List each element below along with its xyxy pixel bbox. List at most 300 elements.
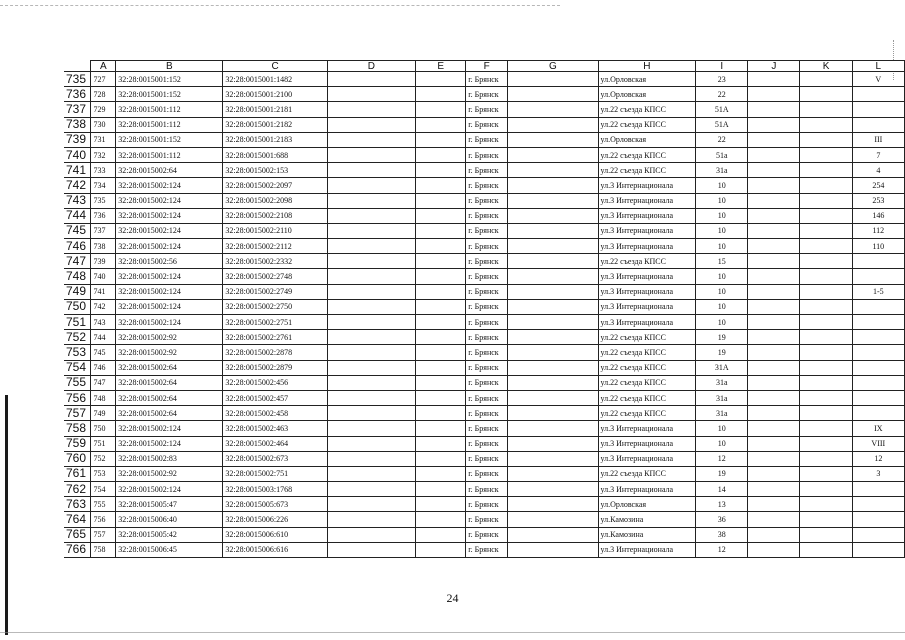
cell-b: 32:28:0015001:152 (116, 72, 223, 87)
cell-g (508, 269, 598, 284)
cell-j (748, 360, 800, 375)
cell-e (416, 406, 466, 421)
cell-c: 32:28:0015002:2748 (223, 269, 327, 284)
column-header: C (223, 61, 327, 72)
cell-h: ул.3 Интернационала (598, 239, 696, 254)
cell-a: 753 (91, 466, 116, 481)
cell-a: 750 (91, 421, 116, 436)
cell-c: 32:28:0015002:2878 (223, 345, 327, 360)
table-row (64, 87, 905, 102)
cell-k (800, 72, 852, 87)
cell-f: г. Брянск (466, 254, 508, 269)
cell-e (416, 117, 466, 132)
table-row (64, 375, 905, 390)
cell-k (800, 527, 852, 542)
cell-h: ул.Орловская (598, 132, 696, 147)
cell-c: 32:28:0015002:751 (223, 466, 327, 481)
cell-a: 731 (91, 132, 116, 147)
cell-k (800, 315, 852, 330)
cell-b: 32:28:0015002:124 (116, 421, 223, 436)
cell-h: ул.3 Интернационала (598, 223, 696, 238)
cell-g (508, 117, 598, 132)
cell-d (327, 87, 415, 102)
cell-i: 10 (696, 436, 748, 451)
cell-g (508, 178, 598, 193)
cell-g (508, 375, 598, 390)
cell-f: г. Брянск (466, 269, 508, 284)
cell-c: 32:28:0015001:1482 (223, 72, 327, 87)
cell-a: 739 (91, 254, 116, 269)
cell-i: 10 (696, 315, 748, 330)
row-number: 758 (64, 421, 91, 436)
cell-g (508, 254, 598, 269)
cell-i: 10 (696, 299, 748, 314)
cell-j (748, 542, 800, 557)
cell-c: 32:28:0015002:2108 (223, 208, 327, 223)
cell-b: 32:28:0015001:152 (116, 132, 223, 147)
cell-i: 36 (696, 512, 748, 527)
cell-l: 1-5 (852, 284, 904, 299)
row-number: 737 (64, 102, 91, 117)
table-row (64, 315, 905, 330)
cell-l (852, 345, 904, 360)
cell-c: 32:28:0015002:458 (223, 406, 327, 421)
table-row (64, 254, 905, 269)
cell-l: 112 (852, 223, 904, 238)
cell-j (748, 163, 800, 178)
cell-a: 738 (91, 239, 116, 254)
cell-i: 10 (696, 269, 748, 284)
cell-k (800, 406, 852, 421)
cell-i: 31А (696, 360, 748, 375)
cell-d (327, 360, 415, 375)
cell-c: 32:28:0015002:463 (223, 421, 327, 436)
cell-c: 32:28:0015002:2749 (223, 284, 327, 299)
cell-a: 736 (91, 208, 116, 223)
cell-h: ул.3 Интернационала (598, 436, 696, 451)
cell-a: 755 (91, 497, 116, 512)
cell-i: 10 (696, 421, 748, 436)
cell-d (327, 239, 415, 254)
cell-f: г. Брянск (466, 239, 508, 254)
cell-g (508, 72, 598, 87)
cell-a: 737 (91, 223, 116, 238)
table-row (64, 406, 905, 421)
table-row (64, 132, 905, 147)
cell-e (416, 178, 466, 193)
cell-d (327, 223, 415, 238)
cell-i: 10 (696, 178, 748, 193)
cell-a: 744 (91, 330, 116, 345)
cell-j (748, 178, 800, 193)
cell-g (508, 163, 598, 178)
cell-f: г. Брянск (466, 345, 508, 360)
cell-g (508, 315, 598, 330)
cell-l (852, 497, 904, 512)
table-row (64, 299, 905, 314)
cell-b: 32:28:0015002:64 (116, 163, 223, 178)
cell-k (800, 223, 852, 238)
cell-c: 32:28:0015001:2100 (223, 87, 327, 102)
cell-g (508, 482, 598, 497)
cell-c: 32:28:0015002:457 (223, 390, 327, 405)
cell-l: 146 (852, 208, 904, 223)
corner-cell (64, 61, 91, 72)
row-number: 761 (64, 466, 91, 481)
cell-e (416, 72, 466, 87)
cell-b: 32:28:0015002:124 (116, 178, 223, 193)
cell-e (416, 147, 466, 162)
cell-d (327, 269, 415, 284)
cell-l: 12 (852, 451, 904, 466)
cell-k (800, 208, 852, 223)
row-number: 765 (64, 527, 91, 542)
table-row (64, 269, 905, 284)
cell-a: 742 (91, 299, 116, 314)
row-number: 741 (64, 163, 91, 178)
cell-a: 747 (91, 375, 116, 390)
cell-l (852, 330, 904, 345)
cell-h: ул.Орловская (598, 72, 696, 87)
cell-k (800, 269, 852, 284)
column-header: K (800, 61, 852, 72)
cell-f: г. Брянск (466, 512, 508, 527)
row-number: 760 (64, 451, 91, 466)
cell-f: г. Брянск (466, 102, 508, 117)
cell-c: 32:28:0015001:2182 (223, 117, 327, 132)
cell-g (508, 406, 598, 421)
cell-f: г. Брянск (466, 436, 508, 451)
cell-l: 7 (852, 147, 904, 162)
cell-i: 31а (696, 406, 748, 421)
row-number: 750 (64, 299, 91, 314)
cell-l: VIII (852, 436, 904, 451)
cell-d (327, 163, 415, 178)
cell-g (508, 223, 598, 238)
cell-a: 751 (91, 436, 116, 451)
cell-k (800, 375, 852, 390)
cell-f: г. Брянск (466, 497, 508, 512)
cell-f: г. Брянск (466, 72, 508, 87)
column-header: I (696, 61, 748, 72)
cell-e (416, 345, 466, 360)
cell-f: г. Брянск (466, 147, 508, 162)
cell-j (748, 254, 800, 269)
cell-j (748, 239, 800, 254)
cell-l (852, 375, 904, 390)
cell-b: 32:28:0015006:45 (116, 542, 223, 557)
cell-b: 32:28:0015002:92 (116, 345, 223, 360)
row-number: 754 (64, 360, 91, 375)
cell-i: 23 (696, 72, 748, 87)
cell-c: 32:28:0015002:456 (223, 375, 327, 390)
cell-d (327, 299, 415, 314)
cell-f: г. Брянск (466, 542, 508, 557)
cell-d (327, 315, 415, 330)
cell-l: V (852, 72, 904, 87)
cell-f: г. Брянск (466, 360, 508, 375)
cell-c: 32:28:0015002:2751 (223, 315, 327, 330)
cell-j (748, 527, 800, 542)
cell-b: 32:28:0015002:124 (116, 315, 223, 330)
row-number: 753 (64, 345, 91, 360)
cell-k (800, 330, 852, 345)
cell-j (748, 299, 800, 314)
table-row (64, 345, 905, 360)
cell-k (800, 482, 852, 497)
column-header: G (508, 61, 598, 72)
cell-g (508, 284, 598, 299)
cell-e (416, 421, 466, 436)
table-row (64, 102, 905, 117)
cell-f: г. Брянск (466, 482, 508, 497)
cell-d (327, 482, 415, 497)
cell-i: 31а (696, 390, 748, 405)
cell-l (852, 254, 904, 269)
cell-l: III (852, 132, 904, 147)
cell-b: 32:28:0015006:40 (116, 512, 223, 527)
cell-i: 22 (696, 132, 748, 147)
row-number: 745 (64, 223, 91, 238)
cell-j (748, 330, 800, 345)
cell-d (327, 117, 415, 132)
cell-f: г. Брянск (466, 208, 508, 223)
cell-g (508, 299, 598, 314)
cell-d (327, 375, 415, 390)
cell-a: 734 (91, 178, 116, 193)
cell-e (416, 239, 466, 254)
cell-b: 32:28:0015002:124 (116, 299, 223, 314)
cell-f: г. Брянск (466, 223, 508, 238)
cell-g (508, 421, 598, 436)
column-header: B (116, 61, 223, 72)
cell-j (748, 345, 800, 360)
cell-d (327, 542, 415, 557)
row-number: 744 (64, 208, 91, 223)
cell-k (800, 436, 852, 451)
cell-i: 19 (696, 330, 748, 345)
table-row (64, 193, 905, 208)
cell-b: 32:28:0015002:64 (116, 375, 223, 390)
cell-b: 32:28:0015002:124 (116, 269, 223, 284)
row-number: 759 (64, 436, 91, 451)
cell-h: ул.3 Интернационала (598, 284, 696, 299)
cell-e (416, 360, 466, 375)
cell-a: 743 (91, 315, 116, 330)
cell-i: 19 (696, 466, 748, 481)
cell-h: ул.22 съезда КПСС (598, 375, 696, 390)
cell-d (327, 254, 415, 269)
cell-l (852, 390, 904, 405)
row-number: 747 (64, 254, 91, 269)
cell-g (508, 239, 598, 254)
cell-g (508, 527, 598, 542)
cell-k (800, 117, 852, 132)
cell-f: г. Брянск (466, 163, 508, 178)
cell-c: 32:28:0015006:610 (223, 527, 327, 542)
cell-h: ул.22 съезда КПСС (598, 163, 696, 178)
scan-artifact-top (0, 5, 560, 6)
cell-f: г. Брянск (466, 375, 508, 390)
cell-l (852, 269, 904, 284)
cell-h: ул.3 Интернационала (598, 482, 696, 497)
cell-h: ул.3 Интернационала (598, 269, 696, 284)
cell-g (508, 147, 598, 162)
cell-h: ул.Орловская (598, 87, 696, 102)
cell-d (327, 497, 415, 512)
cell-c: 32:28:0015001:2183 (223, 132, 327, 147)
cell-k (800, 239, 852, 254)
cell-e (416, 542, 466, 557)
cell-e (416, 193, 466, 208)
cell-g (508, 360, 598, 375)
table-row (64, 360, 905, 375)
row-number: 749 (64, 284, 91, 299)
cell-k (800, 193, 852, 208)
page-number: 24 (446, 591, 459, 605)
scan-artifact-bottom (0, 632, 905, 633)
cell-l (852, 482, 904, 497)
cell-b: 32:28:0015001:112 (116, 117, 223, 132)
cell-j (748, 87, 800, 102)
cell-l (852, 542, 904, 557)
row-number: 740 (64, 147, 91, 162)
cell-b: 32:28:0015001:112 (116, 102, 223, 117)
cell-e (416, 436, 466, 451)
cell-i: 22 (696, 87, 748, 102)
cell-e (416, 299, 466, 314)
cell-i: 12 (696, 542, 748, 557)
cell-e (416, 375, 466, 390)
cell-c: 32:28:0015002:2761 (223, 330, 327, 345)
cell-b: 32:28:0015002:124 (116, 284, 223, 299)
cell-j (748, 375, 800, 390)
cell-i: 10 (696, 284, 748, 299)
cell-f: г. Брянск (466, 284, 508, 299)
cell-j (748, 147, 800, 162)
cell-f: г. Брянск (466, 330, 508, 345)
cell-f: г. Брянск (466, 466, 508, 481)
table-row (64, 421, 905, 436)
cell-l (852, 360, 904, 375)
cell-f: г. Брянск (466, 527, 508, 542)
cell-l (852, 117, 904, 132)
cell-j (748, 208, 800, 223)
cell-e (416, 315, 466, 330)
cell-j (748, 436, 800, 451)
cell-b: 32:28:0015002:56 (116, 254, 223, 269)
cell-k (800, 451, 852, 466)
cell-f: г. Брянск (466, 117, 508, 132)
cell-h: ул.22 съезда КПСС (598, 254, 696, 269)
cell-l: 110 (852, 239, 904, 254)
cell-g (508, 390, 598, 405)
cell-h: ул.22 съезда КПСС (598, 360, 696, 375)
cell-d (327, 102, 415, 117)
cell-j (748, 223, 800, 238)
cell-b: 32:28:0015001:152 (116, 87, 223, 102)
table-body (64, 72, 905, 558)
cell-a: 756 (91, 512, 116, 527)
cell-d (327, 208, 415, 223)
column-header: E (416, 61, 466, 72)
row-number: 736 (64, 87, 91, 102)
cell-a: 758 (91, 542, 116, 557)
cell-k (800, 421, 852, 436)
column-header: F (466, 61, 508, 72)
cell-b: 32:28:0015002:92 (116, 466, 223, 481)
cell-d (327, 132, 415, 147)
cell-a: 730 (91, 117, 116, 132)
table-row (64, 284, 905, 299)
cell-d (327, 345, 415, 360)
column-header: L (852, 61, 904, 72)
cell-h: ул.3 Интернационала (598, 299, 696, 314)
cell-f: г. Брянск (466, 193, 508, 208)
cell-b: 32:28:0015005:47 (116, 497, 223, 512)
row-number: 743 (64, 193, 91, 208)
cell-c: 32:28:0015001:688 (223, 147, 327, 162)
cell-j (748, 72, 800, 87)
cell-g (508, 132, 598, 147)
cell-a: 749 (91, 406, 116, 421)
cell-j (748, 117, 800, 132)
cell-h: ул.3 Интернационала (598, 208, 696, 223)
data-table (64, 60, 905, 558)
row-number: 763 (64, 497, 91, 512)
column-header: H (598, 61, 696, 72)
cell-e (416, 390, 466, 405)
cell-f: г. Брянск (466, 299, 508, 314)
cell-e (416, 102, 466, 117)
cell-h: ул.22 съезда КПСС (598, 466, 696, 481)
cell-e (416, 466, 466, 481)
cell-l (852, 299, 904, 314)
table-row (64, 451, 905, 466)
cell-f: г. Брянск (466, 315, 508, 330)
table-row (64, 436, 905, 451)
cell-i: 10 (696, 239, 748, 254)
table-row (64, 147, 905, 162)
cell-k (800, 345, 852, 360)
cell-h: ул.22 съезда КПСС (598, 117, 696, 132)
cell-l (852, 87, 904, 102)
cell-d (327, 466, 415, 481)
cell-e (416, 254, 466, 269)
cell-e (416, 330, 466, 345)
cell-a: 740 (91, 269, 116, 284)
row-number: 764 (64, 512, 91, 527)
cell-j (748, 497, 800, 512)
cell-l (852, 512, 904, 527)
cell-l (852, 406, 904, 421)
cell-a: 727 (91, 72, 116, 87)
table-row (64, 512, 905, 527)
cell-e (416, 87, 466, 102)
cell-i: 15 (696, 254, 748, 269)
cell-l: 254 (852, 178, 904, 193)
cell-i: 12 (696, 451, 748, 466)
row-number: 757 (64, 406, 91, 421)
cell-j (748, 315, 800, 330)
cell-i: 38 (696, 527, 748, 542)
row-number: 735 (64, 72, 91, 87)
cell-i: 51а (696, 147, 748, 162)
cell-h: ул.22 съезда КПСС (598, 406, 696, 421)
cell-h: ул.Орловская (598, 497, 696, 512)
cell-a: 752 (91, 451, 116, 466)
cell-d (327, 72, 415, 87)
